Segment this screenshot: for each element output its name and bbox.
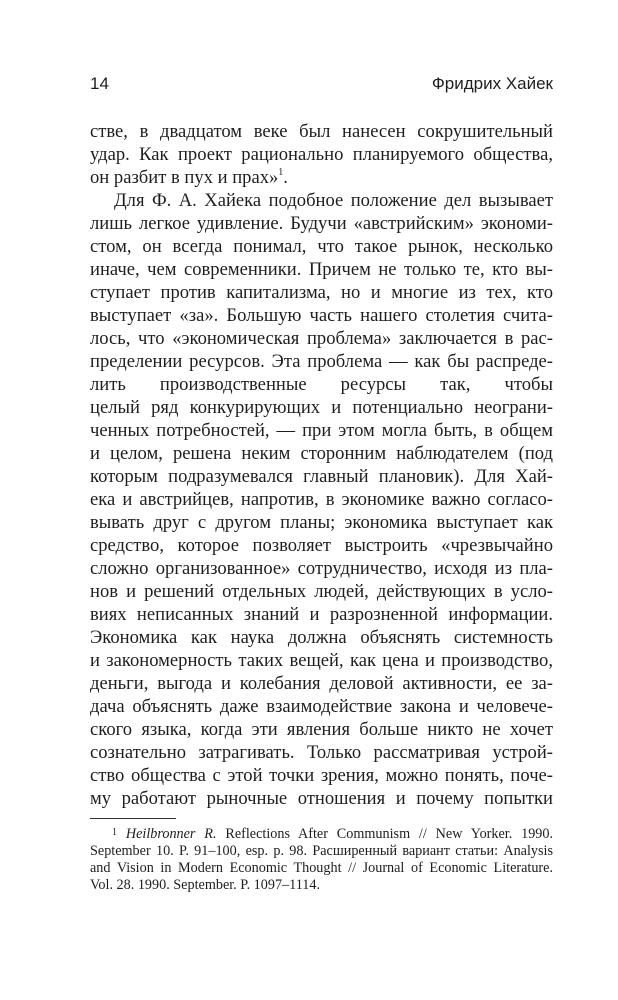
text-line: иначе, чем современники. Причем не только те, кто вы-	[90, 259, 553, 280]
text-line: дача объяснять даже взаимодействие закона и человече-	[90, 696, 553, 717]
footnote-line: and Vision in Modern Economic Thought // Journal of Economic Literature.	[90, 860, 553, 876]
footnote	[90, 826, 553, 894]
text-line: ченных потребностей, — при этом могла быть, в общем	[90, 420, 553, 441]
footnote-line: Vol. 28. 1990. September. P. 1097–1114.	[90, 877, 321, 893]
running-header	[90, 74, 553, 98]
text-line: и целом, решена неким сторонним наблюдателем (под	[90, 443, 553, 464]
text-line: ство общества с этой точки зрения, можно понять, поче-	[90, 765, 553, 786]
text-line: целый ряд конкурирующих и потенциально неограни-	[90, 397, 553, 418]
text-line: му работают рыночные отношения и почему попытки	[90, 788, 553, 809]
page-number: 14	[90, 74, 109, 93]
text-line: лить производственные ресурсы так, чтобы	[90, 374, 553, 395]
text-line	[90, 166, 553, 189]
paragraph	[90, 189, 553, 810]
line-text: он разбит в пух и прах»	[90, 167, 279, 188]
text-line: сложно организованное» сотрудничество, исходя из пла-	[90, 558, 553, 579]
text-line: ского языка, когда эти явления больше никто не хочет	[90, 719, 553, 740]
footnote-marker: 1	[112, 827, 117, 838]
text-line: стве, в двадцатом веке был нанесен сокрушительный	[90, 121, 553, 142]
footnote-line	[90, 826, 553, 843]
text-line: сознательно затрагивать. Только рассматривая устрой-	[90, 742, 553, 763]
line-text: .	[283, 167, 288, 188]
text-line: лишь легкое удивление. Будучи «австрийским» экономи-	[90, 213, 553, 234]
footnote-reference[interactable]: 1	[278, 167, 284, 178]
footnote-text: Reflections After Communism // New Yorker. 1990.	[225, 826, 553, 842]
footnote-line: September 10. P. 91–100, esp. p. 98. Расширенный вариант статьи: Analysis	[90, 843, 553, 859]
text-line: нов и решений отдельных людей, действующих в усло-	[90, 581, 553, 602]
body-text	[90, 120, 553, 810]
text-line: Экономика как наука должна объяснять системность	[90, 627, 553, 648]
text-line: ступает против капитализма, но и многие из тех, кто	[90, 282, 553, 303]
paragraph	[90, 120, 553, 166]
text-line: лось, что «экономическая проблема» заключается в рас-	[90, 328, 553, 349]
text-line: стом, он всегда понимал, что такое рынок, несколько	[90, 236, 553, 257]
text-line: которым подразумевался главный плановик). Для Хай-	[90, 466, 553, 487]
text-line: выступает «за». Большую часть нашего столетия счита-	[90, 305, 553, 326]
text-line: деньги, выгода и колебания деловой активности, ее за-	[90, 673, 553, 694]
text-line: и закономерность таких вещей, как цена и производство,	[90, 650, 553, 671]
text-line: вывать друг с другом планы; экономика выступает как	[90, 512, 553, 533]
footnote-author: Heilbronner R.	[125, 826, 217, 842]
running-title: Фридрих Хайек	[431, 74, 553, 93]
text-line: пределении ресурсов. Эта проблема — как бы распреде-	[90, 351, 553, 372]
text-line: удар. Как проект рационально планируемого общества,	[90, 144, 553, 165]
text-line: Для Ф. А. Хайека подобное положение дел вызывает	[114, 190, 553, 211]
text-line: виях неписанных знаний и разрозненной информации.	[90, 604, 553, 625]
text-line: средство, которое позволяет выстроить «чрезвычайно	[90, 535, 553, 556]
footnote-divider	[90, 818, 176, 819]
text-line: ека и австрийцев, напротив, в экономике важно согласо-	[90, 489, 553, 510]
